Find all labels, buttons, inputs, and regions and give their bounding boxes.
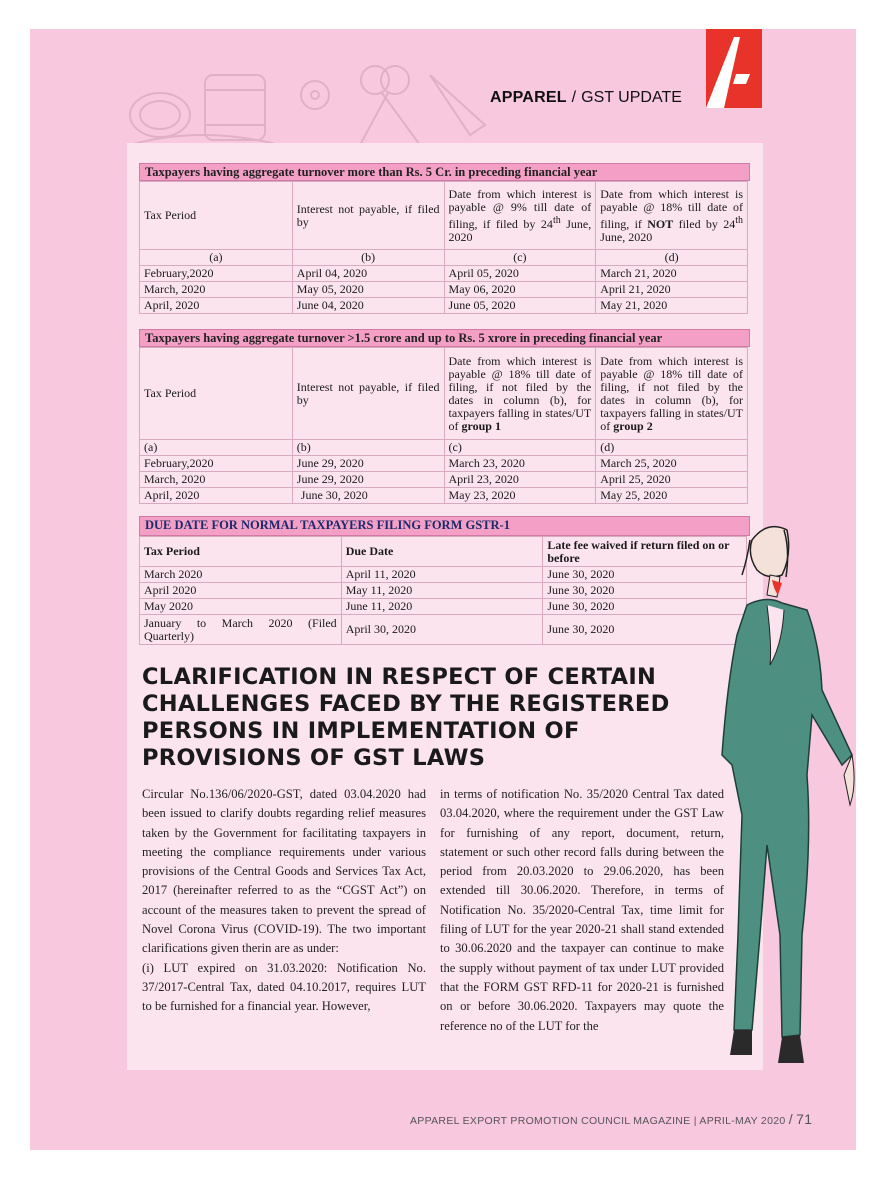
- table-cell: April 25, 2020: [596, 472, 748, 488]
- table3-title: DUE DATE FOR NORMAL TAXPAYERS FILING FORM GSTR-1: [139, 516, 750, 536]
- table-cell: June 30, 2020: [543, 583, 747, 599]
- table2-header-cell: [596, 348, 748, 440]
- paragraph: (i) LUT expired on 31.03.2020: Notification No. 37/2017-Central Tax, dated 04.10.2017, requires LUT to be furnished for a financial year. However,: [142, 960, 426, 1014]
- table2-header-row: [140, 348, 748, 440]
- table-cell: June 29, 2020: [292, 472, 444, 488]
- table-cell: May 21, 2020: [596, 298, 748, 314]
- table-cell: April, 2020: [140, 298, 293, 314]
- table-row: [140, 266, 748, 282]
- section-header: [490, 89, 682, 107]
- superscript: th: [735, 214, 743, 226]
- issue-date: APRIL-MAY 2020: [699, 1115, 786, 1127]
- magazine-name: APPAREL EXPORT PROMOTION COUNCIL MAGAZINE: [410, 1115, 691, 1127]
- column-letter: (d): [596, 250, 748, 266]
- table-cell: March 23, 2020: [444, 456, 596, 472]
- brand-label: APPAREL: [490, 89, 567, 106]
- table2-letter-row: [140, 440, 748, 456]
- section-label: GST UPDATE: [581, 89, 682, 106]
- fashion-model-illustration: [712, 515, 862, 1070]
- footer-slash: /: [788, 1111, 793, 1127]
- table2-header-cell: Tax Period: [140, 348, 293, 440]
- table-row: [140, 615, 747, 645]
- table-cell: June 30, 2020: [543, 599, 747, 615]
- table-cell: February,2020: [140, 266, 293, 282]
- table-cell: May 2020: [140, 599, 342, 615]
- table-cell: June 30, 2020: [292, 488, 444, 504]
- table-cell: January to March 2020 (Filed Quarterly): [140, 615, 342, 645]
- table-row: [140, 282, 748, 298]
- table1-title: Taxpayers having aggregate turnover more than Rs. 5 Cr. in preceding financial year: [139, 163, 750, 181]
- table-row: [140, 456, 748, 472]
- header-separator: /: [571, 89, 577, 106]
- table-row: [140, 599, 747, 615]
- table1: [139, 181, 748, 314]
- column-letter: (c): [444, 250, 596, 266]
- header-text: June, 2020: [448, 216, 592, 244]
- table2-header-cell: [444, 348, 596, 440]
- table-cell: May 25, 2020: [596, 488, 748, 504]
- header-text: June, 2020: [600, 229, 653, 244]
- table-cell: April 30, 2020: [341, 615, 543, 645]
- article-column-1: [142, 785, 426, 1017]
- table-cell: March 2020: [140, 567, 342, 583]
- table2-header-cell: Interest not payable, if filed by: [292, 348, 444, 440]
- table3-header-row: [140, 537, 747, 567]
- emphasis: group 2: [613, 418, 653, 433]
- table-cell: March 21, 2020: [596, 266, 748, 282]
- table-cell: April 2020: [140, 583, 342, 599]
- table2: [139, 347, 748, 504]
- table-cell: May 23, 2020: [444, 488, 596, 504]
- column-letter: (b): [292, 250, 444, 266]
- table-cell: June 30, 2020: [543, 567, 747, 583]
- table-row: [140, 298, 748, 314]
- article-column-2: [440, 785, 724, 1036]
- table-row: [140, 472, 748, 488]
- table-cell: April 23, 2020: [444, 472, 596, 488]
- header-text: Date from which interest is payable @ 9% till date of filing, if filed by 24: [448, 186, 592, 231]
- table-cell: June 30, 2020: [543, 615, 747, 645]
- column-letter: (c): [444, 440, 596, 456]
- table2-title: Taxpayers having aggregate turnover >1.5 crore and up to Rs. 5 xrore in preceding financial year: [139, 329, 750, 347]
- header-text: Date from which interest is payable @ 18% till date of filing, if not filed by the dates in column (b), for taxpayers falling in states/UT of: [448, 353, 592, 433]
- table-cell: June 29, 2020: [292, 456, 444, 472]
- table-cell: February,2020: [140, 456, 293, 472]
- table-cell: June 05, 2020: [444, 298, 596, 314]
- emphasis: NOT: [647, 216, 674, 231]
- table-cell: April 11, 2020: [341, 567, 543, 583]
- column-letter: (a): [140, 250, 293, 266]
- table3-header-cell: Late fee waived if return filed on or before: [543, 537, 747, 567]
- table3: [139, 536, 747, 645]
- table1-header-cell: Tax Period: [140, 182, 293, 250]
- apparel-logo: [706, 29, 762, 108]
- table-cell: May 05, 2020: [292, 282, 444, 298]
- paragraph: in terms of notification No. 35/2020 Central Tax dated 03.04.2020, where the requirement under the GST Law for furnishing of any report, document, return, statement or such other record falls during between the period from 20.03.2020 to 29.06.2020, has been extended till 30.06.2020. Therefore, in terms of Notification No. 35/2020-Central Tax, time limit for filing of LUT for the year 2020-21 shall stand extended to 30.06.2020 and the taxpayer can continue to make the supply without payment of tax under LUT provided that the FORM GST RFD-11 for 2020-21 is furnished on or before 30.06.2020. Taxpayers may quote the reference no of the LUT for the: [440, 787, 724, 1033]
- article-headline: CLARIFICATION IN RESPECT OF CERTAIN CHALLENGES FACED BY THE REGISTERED PERSONS IN IMPLEMENTATION OF PROVISIONS OF GST LAWS: [142, 664, 670, 771]
- table-cell: April 05, 2020: [444, 266, 596, 282]
- table1-letter-row: [140, 250, 748, 266]
- superscript: th: [552, 214, 561, 226]
- table-cell: March, 2020: [140, 472, 293, 488]
- table-cell: April 21, 2020: [596, 282, 748, 298]
- table3-header-cell: Tax Period: [140, 537, 342, 567]
- header-text: Date from which interest is payable @ 18% till date of filing, if: [600, 186, 743, 231]
- column-letter: (a): [140, 440, 293, 456]
- column-letter: (d): [596, 440, 748, 456]
- footer-divider: |: [693, 1115, 697, 1127]
- page-footer: [410, 1111, 812, 1127]
- table-cell: May 06, 2020: [444, 282, 596, 298]
- table1-header-cell: [596, 182, 748, 250]
- table-cell: June 11, 2020: [341, 599, 543, 615]
- table1-header-row: [140, 182, 748, 250]
- page-number: 71: [796, 1111, 813, 1127]
- table-cell: March 25, 2020: [596, 456, 748, 472]
- header-text: Date from which interest is payable @ 18% till date of filing, if not filed by the dates in column (b), for taxpayers falling in states/UT of: [600, 353, 743, 433]
- emphasis: group 1: [461, 418, 501, 433]
- table-cell: March, 2020: [140, 282, 293, 298]
- table3-header-cell: Due Date: [341, 537, 543, 567]
- table-cell: June 04, 2020: [292, 298, 444, 314]
- paragraph: Circular No.136/06/2020-GST, dated 03.04.2020 had been issued to clarify doubts regarding relief measures taken by the Government for facilitating taxpayers in meeting the compliance requirements under various provisions of the Central Goods and Services Tax Act, 2017 (hereinafter referred to as the “CGST Act”) on account of the measures taken to prevent the spread of Novel Corona Virus (COVID-19). The two important clarifications given therin are as under:: [142, 787, 426, 956]
- column-letter: (b): [292, 440, 444, 456]
- table1-header-cell: [444, 182, 596, 250]
- table-cell: April, 2020: [140, 488, 293, 504]
- header-text: filed by 24: [673, 216, 736, 231]
- sewing-tools-illustration: [120, 55, 490, 150]
- table-cell: May 11, 2020: [341, 583, 543, 599]
- table-cell: April 04, 2020: [292, 266, 444, 282]
- table-row: [140, 488, 748, 504]
- table1-header-cell: Interest not payable, if filed by: [292, 182, 444, 250]
- table-row: [140, 567, 747, 583]
- table-row: [140, 583, 747, 599]
